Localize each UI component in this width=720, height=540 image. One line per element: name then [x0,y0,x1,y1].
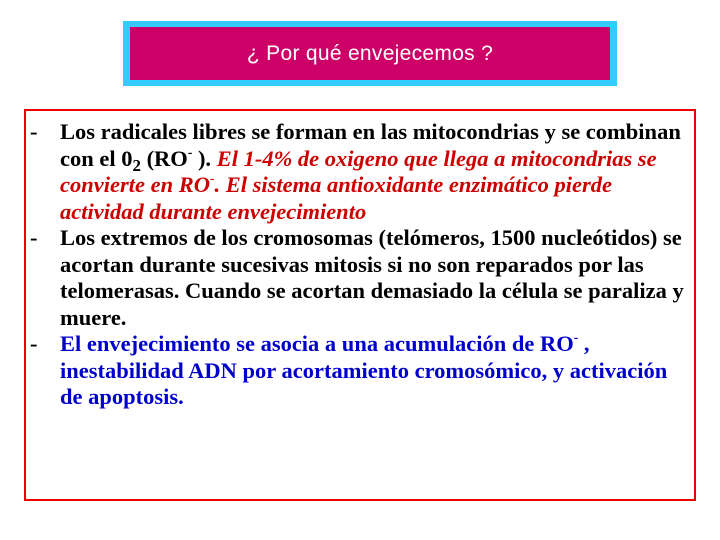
bullet-item-aging [26,331,696,411]
bullet-text: Los radicales libres se forman en las mitocondrias y se combinan con el 0 [60,119,681,171]
bullet-marker: - [30,119,38,144]
bullet-marker: - [30,331,38,356]
bullet-highlight-text: . El sistema antioxidante enzimático pierde actividad durante envejecimiento [60,172,612,224]
superscript: - [573,329,579,345]
bullet-text: (RO [140,145,188,171]
superscript: - [187,144,193,160]
subscript: 2 [132,155,141,175]
title-frame [123,21,617,86]
bullet-text: , inestabilidad ADN por acortamiento cromosómico, y activación de apoptosis. [60,331,668,409]
bullet-highlight-text: El 1-4% de oxigeno que llega a mitocondrias se convierte en RO [60,145,657,197]
bullet-item-radicals [26,119,696,225]
bullet-marker: - [30,225,38,250]
bullet-item-telomeres [26,225,696,331]
superscript: - [209,170,215,186]
slide-title: ¿ Por qué envejecemos ? [246,41,494,65]
title-box [130,27,610,80]
bullet-text: Los extremos de los cromosomas (telómeros, 1500 nucleótidos) se acortan durante sucesivas mitosis si no son reparados por las telomerasas. Cuando se acortan demasiado la célula se paraliza y muere. [60,225,684,330]
content-box [24,109,696,501]
bullet-text: ). [192,145,217,171]
bullet-list [26,119,696,411]
bullet-text: El envejecimiento se asocia a una acumulación de RO [60,331,574,356]
